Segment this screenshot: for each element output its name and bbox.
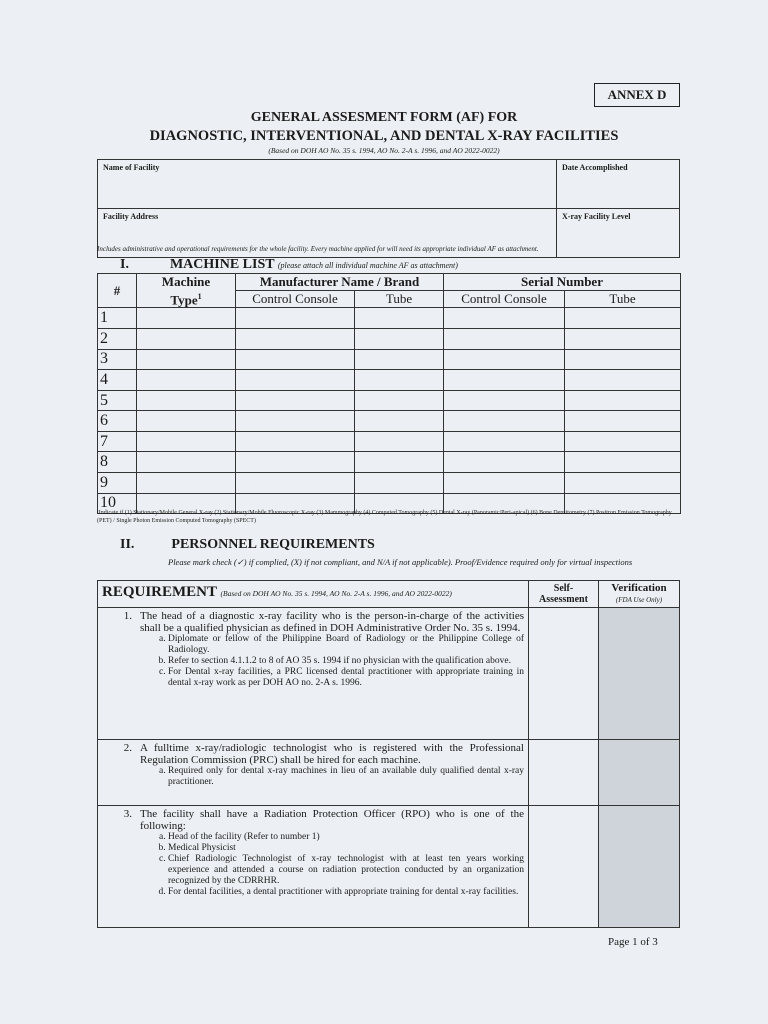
annex-label: ANNEX D: [594, 83, 680, 107]
requirement-subitem: d. For dental facilities, a dental practitioner with appropriate training for dental x-ray facilities.: [168, 887, 524, 898]
date-accomplished-field[interactable]: [557, 160, 680, 209]
verification-cell: [599, 608, 680, 740]
machine-type-cell[interactable]: [137, 473, 236, 494]
self-assessment-cell[interactable]: [529, 806, 599, 928]
mfr-console-cell[interactable]: [236, 390, 355, 411]
machine-row-number: 1: [98, 308, 137, 329]
section-title: MACHINE LIST: [169, 257, 275, 272]
col-mfr-console: Control Console: [236, 291, 355, 308]
serial-tube-cell[interactable]: [565, 328, 681, 349]
personnel-requirements-table: [97, 580, 680, 928]
requirement-subitem: c. For Dental x-ray facilities, a PRC licensed dental practitioner with appropriate training in dental x-ray work as per DOH AO no. 2-A s. 1996.: [168, 667, 524, 689]
mfr-tube-cell[interactable]: [355, 431, 444, 452]
machine-header: Machine: [161, 274, 211, 289]
machine-row-number: 4: [98, 370, 137, 391]
mfr-console-cell[interactable]: [236, 370, 355, 391]
mfr-tube-cell[interactable]: [355, 349, 444, 370]
mfr-tube-cell[interactable]: [355, 473, 444, 494]
requirement-text-cell: [98, 806, 529, 928]
requirement-text-cell: [98, 740, 529, 806]
section-instruction: (please attach all individual machine AF as attachment): [277, 261, 458, 270]
machine-list-heading: [120, 257, 458, 273]
page-number: Page 1 of 3: [608, 936, 658, 948]
personnel-instruction: Please mark check (✓) if complied, (X) if not compliant, and N/A if not applicable). Proof/Evidence required only for virtual inspections: [168, 557, 633, 567]
form-basis: (Based on DOH AO No. 35 s. 1994, AO No. 2-A s. 1996, and AO 2022-0022): [268, 146, 500, 155]
requirement-subitem: a. Required only for dental x-ray machines in lieu of an available duly qualified dental x-ray practitioner.: [168, 766, 524, 788]
machine-row-number: 3: [98, 349, 137, 370]
machine-row-number: 5: [98, 390, 137, 411]
machine-type-footnote: ¹Indicate if (1) Stationary/Mobile General X-ray (2) Stationary/Mobile Fluoroscopic X-ray (3) Mammography (4) Computed Tomography (5) Dental X-ray (Panoramic/Peri-apical) (6) Bone Densitometry (7) Positron Emission Tomography (PET) / Single Photon Emission Computed Tomography (SPECT): [97, 510, 672, 524]
machine-row-number: 2: [98, 328, 137, 349]
machine-row: [98, 431, 681, 452]
serial-tube-cell[interactable]: [565, 452, 681, 473]
machine-row-number: 6: [98, 411, 137, 432]
facility-info-table: [97, 159, 680, 258]
section-numeral: II.: [120, 537, 135, 552]
xray-level-label: X-ray Facility Level: [562, 212, 631, 221]
requirement-number: 3.: [123, 808, 132, 820]
col-machine-type: [137, 274, 236, 308]
personnel-heading: [120, 537, 375, 553]
requirement-header: [98, 581, 529, 608]
machine-type-cell[interactable]: [137, 370, 236, 391]
verification-note: (FDA Use Only): [615, 596, 663, 604]
serial-tube-cell[interactable]: [565, 431, 681, 452]
serial-tube-cell[interactable]: [565, 411, 681, 432]
machine-type-cell[interactable]: [137, 328, 236, 349]
machine-row-number: 8: [98, 452, 137, 473]
self-assessment-header: Self-Assessment: [529, 581, 599, 608]
serial-console-cell[interactable]: [444, 473, 565, 494]
machine-type-cell[interactable]: [137, 411, 236, 432]
col-number: #: [98, 274, 137, 308]
requirement-number: 2.: [123, 742, 132, 754]
col-mfr-tube: Tube: [355, 291, 444, 308]
mfr-console-cell[interactable]: [236, 431, 355, 452]
machine-row-number: 10: [98, 493, 137, 514]
facility-name-field[interactable]: [98, 160, 557, 209]
requirement-subitem: b. Refer to section 4.1.1.2 to 8 of AO 35 s. 1994 if no physician with the qualification above.: [168, 656, 524, 667]
requirement-label: REQUIREMENT: [102, 584, 217, 600]
mfr-console-cell[interactable]: [236, 349, 355, 370]
self-assessment-cell[interactable]: [529, 608, 599, 740]
requirement-text: The facility shall have a Radiation Protection Officer (RPO) who is one of the following:: [140, 808, 524, 832]
form-title-line1: GENERAL ASSESMENT FORM (AF) FOR: [250, 110, 518, 125]
requirement-row: [98, 608, 680, 740]
serial-console-cell[interactable]: [444, 349, 565, 370]
mfr-console-cell[interactable]: [236, 452, 355, 473]
machine-row-number: 9: [98, 473, 137, 494]
requirement-subitem: a. Head of the facility (Refer to number 1): [168, 832, 524, 843]
machine-row-number: 7: [98, 431, 137, 452]
self-assessment-cell[interactable]: [529, 740, 599, 806]
col-serial-tube: Tube: [565, 291, 681, 308]
machine-row: [98, 308, 681, 329]
verification-cell: [599, 740, 680, 806]
mfr-console-cell[interactable]: [236, 328, 355, 349]
verification-cell: [599, 806, 680, 928]
requirement-subitem: c. Chief Radiologic Technologist of x-ray technologist with at least ten years working experience and attended a course on radiation protection conducted by an organization recognized by the CDRRHR.: [168, 854, 524, 887]
requirement-subitem: a. Diplomate or fellow of the Philippine Board of Radiology or the Philippine College of Radiology.: [168, 634, 524, 656]
mfr-tube-cell[interactable]: [355, 308, 444, 329]
requirement-number: 1.: [123, 610, 132, 622]
serial-tube-cell[interactable]: [565, 473, 681, 494]
serial-console-cell[interactable]: [444, 308, 565, 329]
serial-console-cell[interactable]: [444, 370, 565, 391]
form-title-line2: DIAGNOSTIC, INTERVENTIONAL, AND DENTAL X-RAY FACILITIES: [149, 128, 619, 144]
machine-row: [98, 370, 681, 391]
machine-row: [98, 390, 681, 411]
verification-header: [599, 581, 680, 608]
mfr-tube-cell[interactable]: [355, 370, 444, 391]
date-accomplished-label: Date Accomplished: [562, 163, 628, 172]
serial-tube-cell[interactable]: [565, 390, 681, 411]
serial-console-cell[interactable]: [444, 452, 565, 473]
machine-type-cell[interactable]: [137, 349, 236, 370]
requirement-text-cell: [98, 608, 529, 740]
machine-row: [98, 349, 681, 370]
verification-label: Verification: [611, 582, 667, 594]
serial-tube-cell[interactable]: [565, 349, 681, 370]
mfr-tube-cell[interactable]: [355, 411, 444, 432]
serial-tube-cell[interactable]: [565, 308, 681, 329]
requirement-text: A fulltime x-ray/radiologic technologist who is registered with the Professional Regulation Commission (PRC) shall be hired for each machine.: [140, 742, 524, 766]
serial-console-cell[interactable]: [444, 328, 565, 349]
machine-type-cell[interactable]: [137, 308, 236, 329]
mfr-console-cell[interactable]: [236, 308, 355, 329]
mfr-tube-cell[interactable]: [355, 328, 444, 349]
col-manufacturer: Manufacturer Name / Brand: [236, 274, 444, 291]
machine-list-table: [97, 273, 681, 514]
type-footnote-marker: 1: [197, 292, 202, 301]
mfr-console-cell[interactable]: [236, 473, 355, 494]
serial-console-cell[interactable]: [444, 390, 565, 411]
machine-row: [98, 411, 681, 432]
machine-row: [98, 473, 681, 494]
col-serial-console: Control Console: [444, 291, 565, 308]
facility-note: Includes administrative and operational requirements for the whole facility. Every machine applied for will need its appropriate individual AF as attachment.: [97, 245, 539, 253]
facility-address-label: Facility Address: [103, 212, 159, 221]
section-title: PERSONNEL REQUIREMENTS: [171, 537, 375, 552]
machine-type-cell[interactable]: [137, 390, 236, 411]
mfr-tube-cell[interactable]: [355, 452, 444, 473]
machine-type-cell[interactable]: [137, 431, 236, 452]
serial-tube-cell[interactable]: [565, 370, 681, 391]
facility-name-label: Name of Facility: [103, 163, 160, 172]
machine-type-cell[interactable]: [137, 452, 236, 473]
machine-row: [98, 452, 681, 473]
type-header: Type: [170, 292, 198, 308]
mfr-console-cell[interactable]: [236, 411, 355, 432]
section-numeral: I.: [120, 257, 129, 272]
requirement-subitem: b. Medical Physicist: [168, 843, 524, 854]
requirement-text: The head of a diagnostic x-ray facility who is the person-in-charge of the activities shall be a qualified physician as defined in DOH Administrative Order No. 35 s. 1994.: [140, 610, 524, 634]
col-serial: Serial Number: [444, 274, 681, 291]
requirement-basis: (Based on DOH AO No. 35 s. 1994, AO No. 2-A s. 1996, and AO 2022-0022): [220, 589, 452, 598]
serial-console-cell[interactable]: [444, 431, 565, 452]
serial-console-cell[interactable]: [444, 411, 565, 432]
requirement-row: [98, 806, 680, 928]
mfr-tube-cell[interactable]: [355, 390, 444, 411]
requirement-row: [98, 740, 680, 806]
machine-row: [98, 328, 681, 349]
